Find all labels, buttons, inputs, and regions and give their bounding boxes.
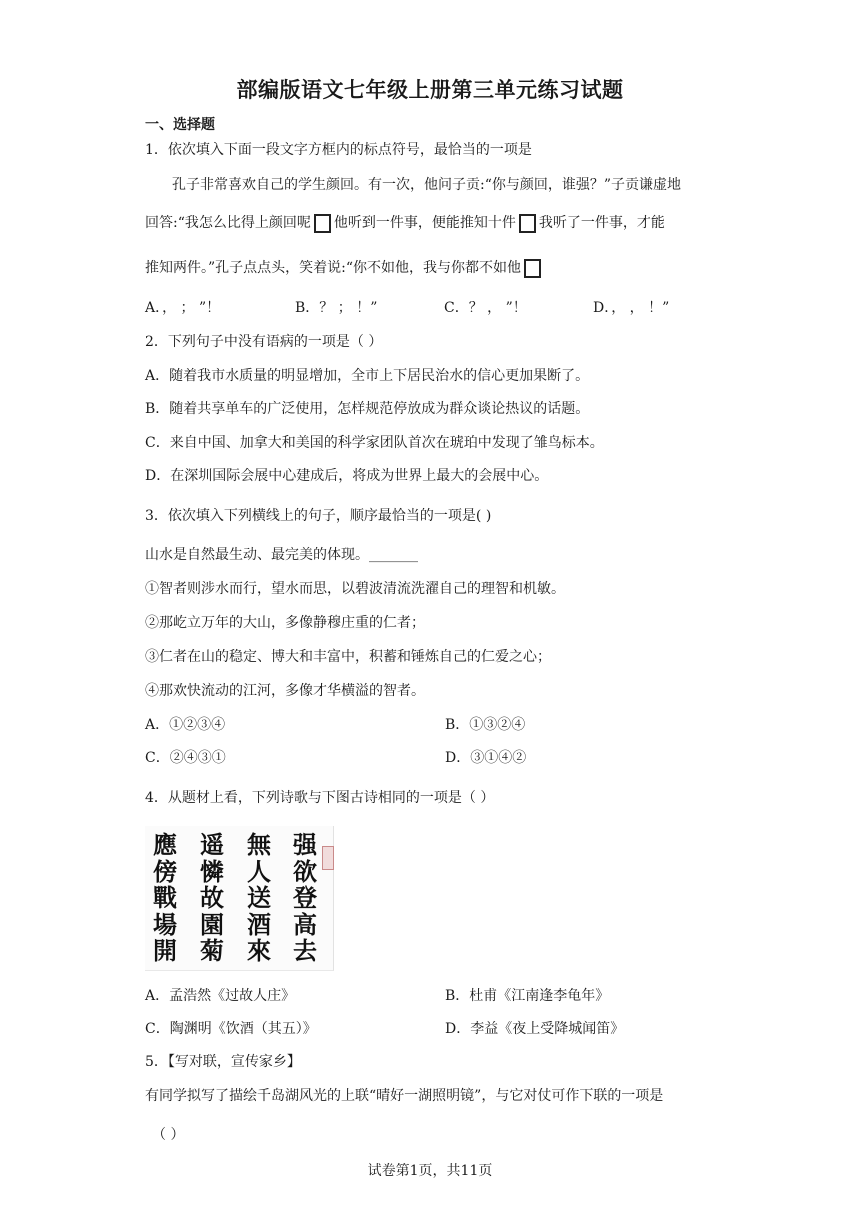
poem-character: 强 [293, 830, 317, 859]
poem-character: 戰 [153, 883, 177, 912]
q5-stem: 5．【写对联，宣传家乡】 [145, 1054, 301, 1070]
poem-character: 欲 [293, 856, 317, 886]
seal-stamp [322, 846, 334, 870]
poem-character: 去 [293, 936, 317, 965]
q4-option-b[interactable]: B．杜甫《江南逢李龟年》 [445, 988, 610, 1004]
q4-option-c[interactable]: C．陶渊明《饮酒（其五）》 [145, 1021, 317, 1037]
q1-option-c[interactable]: C．？ ， ”！ [444, 300, 527, 316]
q5-line-1: 有同学拟写了描绘千岛湖风光的上联“晴好一湖照明镜”，与它对仗可作下联的一项是 [145, 1088, 664, 1104]
blank-box-1[interactable] [314, 214, 331, 233]
poem-character: 憐 [200, 856, 224, 886]
q2-option-c[interactable]: C．来自中国、加拿大和美国的科学家团队首次在琥珀中发现了雏鸟标本。 [145, 435, 604, 451]
poem-character: 酒 [247, 909, 271, 939]
poem-character: 高 [293, 909, 317, 939]
q3-item-4: ④那欢快流动的江河，多像才华横溢的智者。 [145, 683, 425, 699]
q1-passage-line-3 [145, 258, 544, 278]
poem-character: 園 [200, 909, 224, 939]
q3-stem: 3．依次填入下列横线上的句子，顺序最恰当的一项是( ) [145, 508, 492, 524]
poem-column-4 [288, 832, 322, 965]
poem-character: 故 [200, 883, 224, 912]
poem-character: 送 [247, 883, 271, 912]
poem-character: 場 [153, 909, 177, 939]
poem-column-2 [195, 832, 229, 965]
q1-option-d[interactable]: D．， ， ！” [593, 300, 670, 316]
q1-passage-text: 他听到一件事，便能推知十件 [333, 215, 516, 231]
q3-option-a[interactable]: A．①②③④ [145, 717, 226, 733]
page-title: 部编版语文七年级上册第三单元练习试题 [236, 78, 624, 102]
poem-character: 應 [153, 830, 177, 859]
q1-passage-line-2 [145, 213, 665, 233]
q2-stem: 2．下列句子中没有语病的一项是（ ） [145, 334, 383, 350]
q3-item-1: ①智者则涉水而行，望水而思，以碧波清流洗濯自己的理智和机敏。 [145, 581, 565, 597]
blank-box-2[interactable] [519, 214, 536, 233]
calligraphy-poem-image [145, 826, 334, 971]
q3-option-b[interactable]: B．①③②④ [445, 717, 526, 733]
poem-character: 無 [247, 830, 271, 859]
q1-passage-text: 我听了一件事，才能 [538, 215, 665, 231]
q1-passage-line-1: 孔子非常喜欢自己的学生颜回。有一次，他问子贡:“你与颜回，谁强？”子贡谦虚地 [172, 177, 682, 193]
q4-option-d[interactable]: D．李益《夜上受降城闻笛》 [445, 1021, 625, 1037]
poem-character: 人 [247, 856, 271, 886]
poem-character: 傍 [153, 856, 177, 886]
q1-stem: 1．依次填入下面一段文字方框内的标点符号，最恰当的一项是 [145, 142, 532, 158]
q2-option-d[interactable]: D．在深圳国际会展中心建成后，将成为世界上最大的会展中心。 [145, 468, 549, 484]
q3-item-3: ③仁者在山的稳定、博大和丰富中，积蓄和锤炼自己的仁爱之心； [145, 649, 551, 665]
poem-column-1 [148, 832, 182, 965]
q1-passage-text: 推知两件。”孔子点点头，笑着说:“你不如他，我与你都不如他 [145, 260, 522, 276]
q3-item-2: ②那屹立万年的大山，多像静穆庄重的仁者； [145, 615, 425, 631]
q2-option-b[interactable]: B．随着共享单车的广泛使用，怎样规范停放成为群众谈论热议的话题。 [145, 401, 590, 417]
q3-option-d[interactable]: D．③①④② [445, 750, 527, 766]
poem-character: 開 [153, 936, 177, 965]
q1-option-b[interactable]: B．？ ； ！” [295, 300, 378, 316]
poem-column-3 [242, 832, 276, 965]
q3-lead: 山水是自然最生动、最完美的体现。_______ [145, 547, 418, 563]
blank-box-3[interactable] [524, 259, 541, 278]
q1-option-a[interactable]: A．， ； ”！ [145, 300, 221, 316]
q5-answer-paren: （ ） [152, 1127, 185, 1143]
section-heading: 一、选择题 [145, 117, 215, 133]
q1-passage-text: 回答:“我怎么比得上颜回呢 [145, 215, 311, 231]
poem-character: 菊 [200, 936, 224, 965]
q3-option-c[interactable]: C．②④③① [145, 750, 226, 766]
q2-option-a[interactable]: A．随着我市水质量的明显增加，全市上下居民治水的信心更加果断了。 [145, 368, 590, 384]
page-footer: 试卷第1页，共11页 [367, 1163, 493, 1179]
q4-stem: 4．从题材上看，下列诗歌与下图古诗相同的一项是（ ） [145, 790, 495, 806]
poem-character: 遥 [200, 830, 224, 859]
poem-character: 來 [247, 936, 271, 965]
q4-option-a[interactable]: A．孟浩然《过故人庄》 [145, 988, 296, 1004]
poem-character: 登 [293, 883, 317, 912]
